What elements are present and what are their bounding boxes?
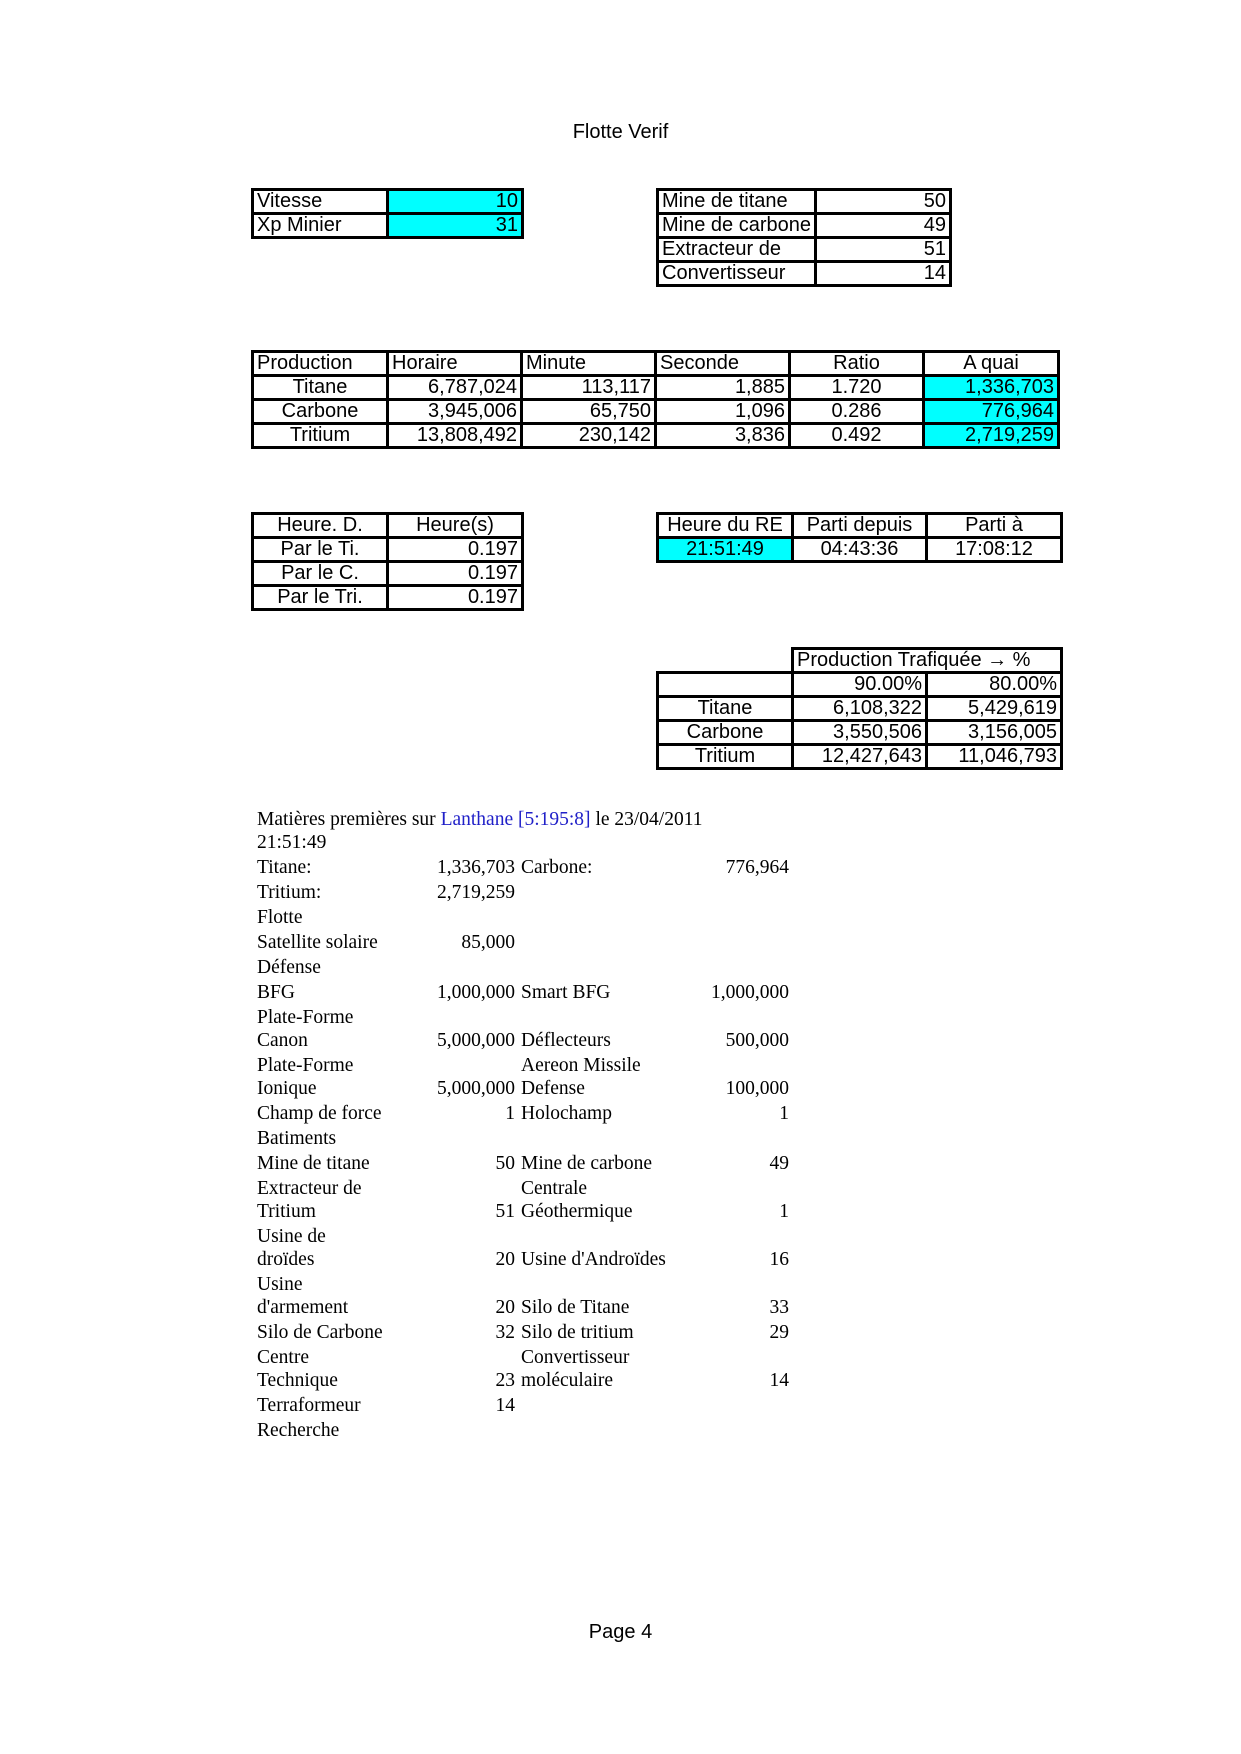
table-row: [253, 538, 523, 562]
production-trafiquee-table: [656, 647, 1063, 770]
report-value: 5,000,000: [437, 1030, 515, 1051]
horaire-cell[interactable]: 6,787,024: [388, 376, 522, 400]
report-label: Champ de force: [257, 1103, 382, 1124]
mine-value[interactable]: 14: [815, 262, 950, 286]
vitesse-value[interactable]: 10: [388, 190, 523, 214]
resource-name[interactable]: Titane: [253, 376, 388, 400]
mine-value[interactable]: 51: [815, 238, 950, 262]
table-row: [658, 745, 1062, 769]
report-row: [257, 1152, 817, 1175]
xp-minier-value[interactable]: 31: [388, 214, 523, 238]
report-label: Usine d'Androïdes: [521, 1249, 666, 1270]
col-header-heure-d[interactable]: Heure. D.: [253, 514, 388, 538]
table-row: [253, 190, 523, 214]
report-label: Centre Technique: [257, 1347, 338, 1391]
report-value: 1,336,703: [437, 857, 515, 878]
minute-cell[interactable]: 230,142: [522, 424, 656, 448]
report-label: Usine de droïdes: [257, 1226, 326, 1270]
a-quai-cell[interactable]: 1,336,703: [924, 376, 1059, 400]
trafiquee-value[interactable]: 12,427,643: [793, 745, 927, 769]
hours-value[interactable]: 0.197: [388, 586, 523, 610]
page-number: Page 4: [588, 1621, 653, 1643]
report-value: 100,000: [725, 1078, 789, 1099]
report-value: 29: [769, 1322, 789, 1343]
report-label: Usine d'armement: [257, 1274, 349, 1318]
report-label: Satellite solaire: [257, 932, 378, 953]
report-label: Silo de Carbone: [257, 1322, 383, 1343]
report-label: Centrale Géothermique: [521, 1178, 633, 1222]
report-row: [257, 981, 817, 1004]
mines-table: [656, 188, 952, 287]
trafiquee-value[interactable]: 3,156,005: [927, 721, 1062, 745]
report-label: Recherche: [257, 1420, 340, 1441]
report-value: 33: [769, 1297, 789, 1318]
table-row: [658, 238, 951, 262]
report-label: Tritium:: [257, 882, 322, 903]
report-row: [257, 1177, 817, 1223]
report-label: Smart BFG: [521, 982, 611, 1003]
report-row: [257, 1273, 817, 1319]
trafiquee-title[interactable]: Production Trafiquée → %: [793, 649, 1062, 673]
ratio-cell[interactable]: 0.286: [790, 400, 924, 424]
mine-value[interactable]: 49: [815, 214, 950, 238]
col-header-seconde[interactable]: Seconde: [656, 352, 790, 376]
ratio-cell[interactable]: 0.492: [790, 424, 924, 448]
sheet-title: Flotte Verif: [572, 121, 669, 143]
table-row: [658, 262, 951, 286]
report-row: [257, 1419, 817, 1442]
table-row: [253, 376, 1059, 400]
hours-value[interactable]: 0.197: [388, 538, 523, 562]
report-label: Déflecteurs: [521, 1030, 611, 1051]
report-label: Plate-Forme Ionique: [257, 1055, 354, 1099]
report-row: [257, 1394, 817, 1417]
report-label: BFG: [257, 982, 295, 1003]
report-row: [257, 856, 817, 879]
report-rows: [257, 856, 817, 1442]
mine-label[interactable]: Extracteur de: [658, 238, 816, 262]
heure-re-value[interactable]: 21:51:49: [658, 538, 793, 562]
report-value: 14: [495, 1395, 515, 1416]
table-header-row: [253, 514, 523, 538]
col-header-heures[interactable]: Heure(s): [388, 514, 523, 538]
report-value: 14: [769, 1370, 789, 1391]
report-value: 49: [769, 1153, 789, 1174]
report-value: 20: [495, 1249, 515, 1270]
a-quai-cell[interactable]: 2,719,259: [924, 424, 1059, 448]
espionage-report: [257, 808, 817, 1444]
production-table: [251, 350, 1060, 449]
report-row: [257, 906, 817, 929]
resource-name[interactable]: Carbone: [253, 400, 388, 424]
report-value: 1: [779, 1201, 789, 1222]
percent-cell[interactable]: 80.00%: [927, 673, 1062, 697]
table-header-row: [253, 352, 1059, 376]
trafiquee-value[interactable]: 11,046,793: [927, 745, 1062, 769]
report-label: Mine de carbone: [521, 1153, 653, 1174]
report-label: Terraformeur: [257, 1395, 361, 1416]
report-row: [257, 956, 817, 979]
report-value: 1,000,000: [437, 982, 515, 1003]
hours-label[interactable]: Par le C.: [253, 562, 388, 586]
report-value: 500,000: [725, 1030, 789, 1051]
hours-label[interactable]: Par le Tri.: [253, 586, 388, 610]
seconde-cell[interactable]: 3,836: [656, 424, 790, 448]
report-value: 5,000,000: [437, 1078, 515, 1099]
report-row: [257, 1321, 817, 1344]
mine-label[interactable]: Mine de titane: [658, 190, 816, 214]
report-label: Extracteur de Tritium: [257, 1178, 362, 1222]
col-header-heure-re[interactable]: Heure du RE: [658, 514, 793, 538]
report-time: 21:51:49: [257, 832, 327, 853]
report-label: Convertisseur moléculaire: [521, 1347, 630, 1391]
horaire-cell[interactable]: 13,808,492: [388, 424, 522, 448]
report-label: Titane:: [257, 857, 312, 878]
report-value: 85,000: [461, 932, 515, 953]
report-value: 23: [495, 1370, 515, 1391]
report-label: Batiments: [257, 1128, 337, 1149]
report-label: Défense: [257, 957, 321, 978]
table-row: [253, 400, 1059, 424]
report-label: Carbone:: [521, 857, 593, 878]
report-value: 20: [495, 1297, 515, 1318]
report-row: [257, 1054, 817, 1100]
col-header-parti-a[interactable]: Parti à: [927, 514, 1062, 538]
trafiquee-value[interactable]: 5,429,619: [927, 697, 1062, 721]
table-header-row: [658, 514, 1062, 538]
report-intro-suffix: le 23/04/2011: [595, 809, 703, 830]
empty-cell[interactable]: [658, 673, 793, 697]
resource-name[interactable]: Tritium: [253, 424, 388, 448]
report-row: [257, 1102, 817, 1125]
parti-depuis-value[interactable]: 04:43:36: [793, 538, 927, 562]
report-value: 2,719,259: [437, 882, 515, 903]
col-header-minute[interactable]: Minute: [522, 352, 656, 376]
mine-value[interactable]: 50: [815, 190, 950, 214]
a-quai-cell[interactable]: 776,964: [924, 400, 1059, 424]
report-intro-prefix: Matières premières sur: [257, 809, 436, 830]
report-value: 16: [769, 1249, 789, 1270]
col-header-ratio[interactable]: Ratio: [790, 352, 924, 376]
empty-cell: [658, 649, 793, 673]
report-label: Aereon Missile Defense: [521, 1055, 641, 1099]
planet-link[interactable]: Lanthane [5:195:8]: [440, 809, 591, 830]
table-row: [658, 214, 951, 238]
report-label: Silo de tritium: [521, 1322, 634, 1343]
ratio-cell[interactable]: 1.720: [790, 376, 924, 400]
resource-name[interactable]: Titane: [658, 697, 793, 721]
report-label: Mine de titane: [257, 1153, 370, 1174]
percent-cell[interactable]: 90.00%: [793, 673, 927, 697]
table-header-row: [658, 649, 1062, 673]
report-value: 1: [779, 1103, 789, 1124]
report-label: Silo de Titane: [521, 1297, 630, 1318]
report-row: [257, 1127, 817, 1150]
col-header-parti-depuis[interactable]: Parti depuis: [793, 514, 927, 538]
parti-a-value[interactable]: 17:08:12: [927, 538, 1062, 562]
report-row: [257, 1006, 817, 1052]
report-row: [257, 1346, 817, 1392]
trafiquee-value[interactable]: 3,550,506: [793, 721, 927, 745]
report-value: 776,964: [725, 857, 789, 878]
report-label: Flotte: [257, 907, 303, 928]
report-row: [257, 1225, 817, 1271]
report-value: 1,000,000: [711, 982, 789, 1003]
horaire-cell[interactable]: 3,945,006: [388, 400, 522, 424]
hours-label[interactable]: Par le Ti.: [253, 538, 388, 562]
report-value: 32: [495, 1322, 515, 1343]
report-row: [257, 931, 817, 954]
hours-value[interactable]: 0.197: [388, 562, 523, 586]
hours-table: [251, 512, 524, 611]
xp-minier-label[interactable]: Xp Minier: [253, 214, 388, 238]
vitesse-label[interactable]: Vitesse: [253, 190, 388, 214]
trafiquee-value[interactable]: 6,108,322: [793, 697, 927, 721]
col-header-a-quai[interactable]: A quai: [924, 352, 1059, 376]
table-row: [253, 214, 523, 238]
seconde-cell[interactable]: 1,885: [656, 376, 790, 400]
col-header-production[interactable]: Production: [253, 352, 388, 376]
table-row: [658, 673, 1062, 697]
table-row: [658, 721, 1062, 745]
seconde-cell[interactable]: 1,096: [656, 400, 790, 424]
report-label: Plate-Forme Canon: [257, 1007, 354, 1051]
report-intro: [257, 808, 817, 854]
table-row: [253, 562, 523, 586]
minute-cell[interactable]: 65,750: [522, 400, 656, 424]
report-value: 1: [505, 1103, 515, 1124]
mine-label[interactable]: Convertisseur: [658, 262, 816, 286]
re-time-table: [656, 512, 1063, 563]
col-header-horaire[interactable]: Horaire: [388, 352, 522, 376]
resource-name[interactable]: Carbone: [658, 721, 793, 745]
table-row: [253, 586, 523, 610]
minute-cell[interactable]: 113,117: [522, 376, 656, 400]
table-row: [658, 190, 951, 214]
report-value: 50: [495, 1153, 515, 1174]
report-label: Holochamp: [521, 1103, 612, 1124]
settings-table: [251, 188, 524, 239]
resource-name[interactable]: Tritium: [658, 745, 793, 769]
table-row: [658, 538, 1062, 562]
report-value: 51: [495, 1201, 515, 1222]
table-row: [253, 424, 1059, 448]
report-row: [257, 881, 817, 904]
table-row: [658, 697, 1062, 721]
mine-label[interactable]: Mine de carbone: [658, 214, 816, 238]
